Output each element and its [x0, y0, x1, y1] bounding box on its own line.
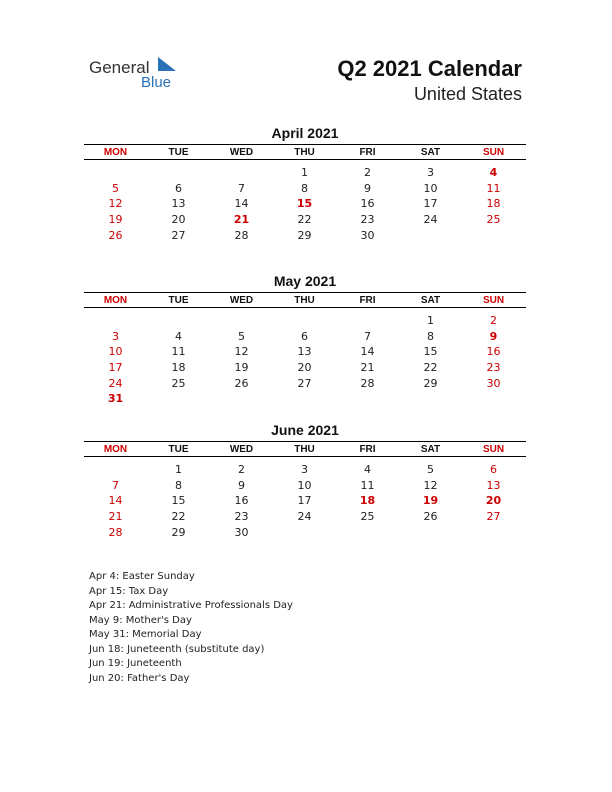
day-cell: 7: [112, 478, 119, 492]
day-cell: 7: [364, 329, 371, 343]
day-cell: 13: [486, 478, 501, 492]
day-cell: 9: [364, 181, 371, 195]
day-cell: 6: [490, 463, 497, 477]
weekday-label: THU: [294, 146, 315, 158]
week-row: [84, 360, 526, 376]
day-cell: 12: [108, 197, 123, 211]
weekday-label: MON: [103, 294, 128, 306]
day-cell: 6: [175, 181, 182, 195]
day-cell: 1: [301, 166, 308, 180]
day-cell: 15: [171, 494, 186, 508]
week-row: [84, 462, 526, 478]
week-row: [84, 375, 526, 391]
day-cell: 4: [175, 329, 182, 343]
day-cell: 15: [296, 197, 313, 211]
logo-flag-icon: [158, 57, 178, 73]
day-cell: 18: [171, 361, 186, 375]
weekday-label: SUN: [482, 294, 505, 306]
day-cell: 17: [297, 494, 312, 508]
weekday-label: TUE: [168, 146, 189, 158]
day-cell: 30: [360, 228, 375, 242]
month-block: [84, 421, 526, 540]
weekday-label: WED: [229, 146, 254, 158]
day-cell: 14: [360, 345, 375, 359]
day-cell: 28: [360, 376, 375, 390]
weekday-header-row: [84, 144, 526, 160]
day-cell: 26: [108, 228, 123, 242]
day-cell: 4: [364, 463, 371, 477]
week-row: [84, 493, 526, 509]
day-cell: 29: [297, 228, 312, 242]
day-cell: 24: [108, 376, 123, 390]
day-cell: 2: [238, 463, 245, 477]
weekday-label: FRI: [359, 294, 376, 306]
weekday-label: TUE: [168, 294, 189, 306]
week-row: [84, 524, 526, 540]
week-row: [84, 165, 526, 181]
day-cell: 8: [301, 181, 308, 195]
day-cell: 3: [301, 463, 308, 477]
day-cell: 3: [112, 329, 119, 343]
day-cell: 16: [486, 345, 501, 359]
weekday-label: WED: [229, 443, 254, 455]
day-cell: 4: [489, 166, 498, 180]
month-weeks: [84, 160, 526, 243]
day-cell: 1: [175, 463, 182, 477]
day-cell: 25: [486, 213, 501, 227]
day-cell: 23: [234, 510, 249, 524]
day-cell: 14: [108, 494, 123, 508]
day-cell: 24: [297, 510, 312, 524]
weekday-label: WED: [229, 294, 254, 306]
day-cell: 9: [238, 478, 245, 492]
day-cell: 21: [233, 213, 250, 227]
day-cell: 23: [486, 361, 501, 375]
day-cell: 25: [360, 510, 375, 524]
day-cell: 11: [360, 478, 375, 492]
weekday-label: THU: [294, 443, 315, 455]
weekday-header-row: [84, 292, 526, 308]
day-cell: 19: [422, 494, 439, 508]
weekday-label: MON: [103, 443, 128, 455]
week-row: [84, 391, 526, 407]
weekday-label: SAT: [420, 294, 441, 306]
weekday-label: SUN: [482, 443, 505, 455]
day-cell: 30: [234, 525, 249, 539]
day-cell: 19: [234, 361, 249, 375]
day-cell: 27: [171, 228, 186, 242]
day-cell: 19: [108, 213, 123, 227]
day-cell: 13: [171, 197, 186, 211]
week-row: [84, 196, 526, 212]
week-row: [84, 212, 526, 228]
week-row: [84, 478, 526, 494]
day-cell: 10: [423, 181, 438, 195]
day-cell: 22: [171, 510, 186, 524]
weekday-label: MON: [103, 146, 128, 158]
holiday-item: Jun 19: Juneteenth: [89, 658, 182, 669]
day-cell: 1: [427, 314, 434, 328]
month-title: April 2021: [271, 125, 339, 141]
weekday-label: SAT: [420, 146, 441, 158]
day-cell: 20: [171, 213, 186, 227]
month-weeks: [84, 308, 526, 407]
day-cell: 11: [171, 345, 186, 359]
day-cell: 2: [490, 314, 497, 328]
day-cell: 14: [234, 197, 249, 211]
day-cell: 12: [423, 478, 438, 492]
day-cell: 2: [364, 166, 371, 180]
day-cell: 13: [297, 345, 312, 359]
weekday-header-row: [84, 441, 526, 457]
page-subtitle: United States: [413, 84, 522, 104]
holiday-item: Apr 15: Tax Day: [89, 585, 169, 597]
holiday-item: Apr 21: Administrative Professionals Day: [89, 600, 293, 611]
month-title: May 2021: [273, 273, 337, 289]
day-cell: 16: [234, 494, 249, 508]
week-row: [84, 344, 526, 360]
page-title: Q2 2021 Calendar: [337, 56, 522, 81]
day-cell: 16: [360, 197, 375, 211]
month-title: June 2021: [271, 422, 339, 438]
day-cell: 12: [234, 345, 249, 359]
day-cell: 17: [423, 197, 438, 211]
logo-text-blue: Blue: [141, 74, 172, 91]
day-cell: 8: [427, 329, 434, 343]
day-cell: 5: [112, 181, 119, 195]
day-cell: 21: [108, 510, 123, 524]
day-cell: 10: [108, 345, 123, 359]
holiday-item: Jun 18: Juneteenth (substitute day): [89, 643, 265, 655]
day-cell: 25: [171, 376, 186, 390]
weekday-label: THU: [294, 294, 315, 306]
day-cell: 31: [107, 392, 124, 406]
holiday-item: Jun 20: Father's Day: [89, 672, 190, 684]
month-block: [84, 124, 526, 243]
holiday-item: May 9: Mother's Day: [89, 614, 192, 626]
week-row: [84, 181, 526, 197]
day-cell: 28: [108, 525, 123, 539]
logo-text-general: General: [89, 58, 150, 77]
month-weeks: [84, 457, 526, 540]
day-cell: 9: [489, 329, 498, 343]
day-cell: 6: [301, 329, 308, 343]
weekday-label: TUE: [168, 443, 189, 455]
week-row: [84, 329, 526, 345]
day-cell: 20: [485, 494, 502, 508]
day-cell: 5: [427, 463, 434, 477]
week-row: [84, 509, 526, 525]
weekday-label: SAT: [420, 443, 441, 455]
day-cell: 27: [486, 510, 501, 524]
month-block: [84, 272, 526, 407]
weekday-label: SUN: [482, 146, 505, 158]
day-cell: 3: [427, 166, 434, 180]
day-cell: 22: [297, 213, 312, 227]
day-cell: 22: [423, 361, 438, 375]
day-cell: 8: [175, 478, 182, 492]
general-blue-logo: [89, 56, 189, 92]
day-cell: 20: [297, 361, 312, 375]
day-cell: 24: [423, 213, 438, 227]
weekday-label: FRI: [359, 146, 376, 158]
day-cell: 7: [238, 181, 245, 195]
day-cell: 17: [108, 361, 123, 375]
holiday-list: [89, 570, 293, 686]
week-row: [84, 313, 526, 329]
day-cell: 15: [423, 345, 438, 359]
day-cell: 23: [360, 213, 375, 227]
day-cell: 5: [238, 329, 245, 343]
day-cell: 29: [423, 376, 438, 390]
day-cell: 11: [486, 181, 501, 195]
day-cell: 27: [297, 376, 312, 390]
day-cell: 29: [171, 525, 186, 539]
weekday-label: FRI: [359, 443, 376, 455]
day-cell: 26: [423, 510, 438, 524]
day-cell: 28: [234, 228, 249, 242]
day-cell: 18: [359, 494, 376, 508]
week-row: [84, 227, 526, 243]
day-cell: 10: [297, 478, 312, 492]
day-cell: 30: [486, 376, 501, 390]
holiday-item: Apr 4: Easter Sunday: [89, 571, 195, 582]
day-cell: 26: [234, 376, 249, 390]
day-cell: 21: [360, 361, 375, 375]
day-cell: 18: [486, 197, 501, 211]
holiday-item: May 31: Memorial Day: [89, 629, 202, 640]
